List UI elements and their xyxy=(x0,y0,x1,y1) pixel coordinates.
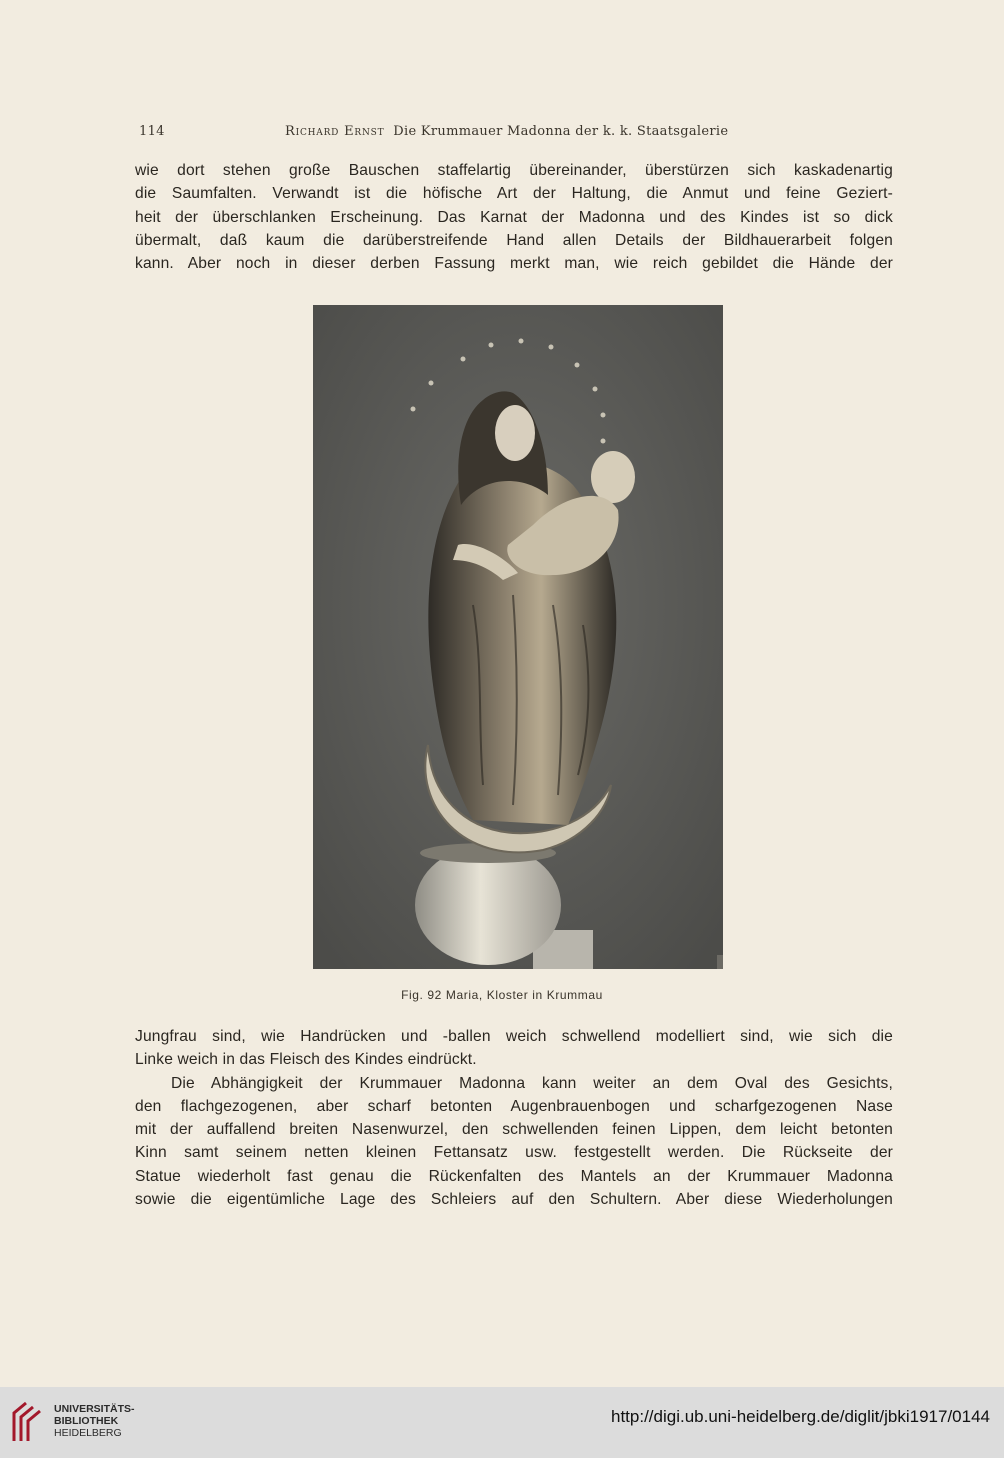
text-line: kann. Aber noch in dieser derben Fassung merkt man, wie reich gebildet die Hände der xyxy=(135,255,893,273)
text-line: den flachgezogenen, aber scharf betonten Augenbrauenbogen und scharfgezogenen Nase xyxy=(135,1097,893,1115)
article-title: Die Krummauer Madonna der k. k. Staatsgalerie xyxy=(393,124,729,139)
text-line: wie dort stehen große Bauschen staffelartig übereinander, überstürzen sich kaskadenartig xyxy=(135,162,893,179)
page-number: 114 xyxy=(139,124,165,139)
author-name: Richard Ernst xyxy=(285,124,385,139)
text-line: Kinn samt seinem netten kleinen Fettansatz usw. festgestellt werden. Die Rückseite der xyxy=(135,1144,893,1162)
paragraph-top xyxy=(135,159,893,275)
text-line: Statue wiederholt fast genau die Rückenfalten des Mantels an der Krummauer Madonna xyxy=(135,1167,893,1185)
text-line: die Saumfalten. Verwandt ist die höfische Art der Haltung, die Anmut und feine Geziert- xyxy=(135,185,893,203)
library-name-line2: BIBLIOTHEK xyxy=(54,1415,119,1427)
text-line: mit der auffallend breiten Nasenwurzel, den schwellenden feinen Lippen, dem leicht betonten xyxy=(135,1121,893,1139)
text-line: Jungfrau sind, wie Handrücken und -ballen weich schwellend modelliert sind, wie sich die xyxy=(135,1028,893,1045)
text-line: Die Abhängigkeit der Krummauer Madonna kann weiter an dem Oval des Gesichts, xyxy=(171,1074,893,1092)
library-logo-icon xyxy=(10,1399,46,1445)
figure-photograph-madonna-statue xyxy=(313,305,723,969)
running-title xyxy=(285,124,728,139)
paragraph-bottom xyxy=(135,1025,893,1211)
library-name xyxy=(54,1403,135,1439)
library-name-line1: UNIVERSITÄTS- xyxy=(54,1403,135,1415)
madonna-statue-photo xyxy=(313,305,723,969)
library-name-line3: HEIDELBERG xyxy=(54,1427,122,1439)
footer-bar xyxy=(0,1387,1004,1458)
text-line: sowie die eigentümliche Lage des Schleiers auf den Schultern. Aber diese Wiederholungen xyxy=(135,1191,893,1209)
permalink-url[interactable]: http://digi.ub.uni-heidelberg.de/diglit/jbki1917/0144 xyxy=(611,1407,990,1426)
text-line: übermalt, daß kaum die darüberstreifende Hand allen Details der Bildhauerarbeit folgen xyxy=(135,231,893,249)
text-line: heit der überschlanken Erscheinung. Das Karnat der Madonna und des Kindes ist so dick xyxy=(135,208,893,226)
figure-caption: Fig. 92 Maria, Kloster in Krummau xyxy=(401,988,603,1002)
text-line: Linke weich in das Fleisch des Kindes eindrückt. xyxy=(135,1051,477,1069)
